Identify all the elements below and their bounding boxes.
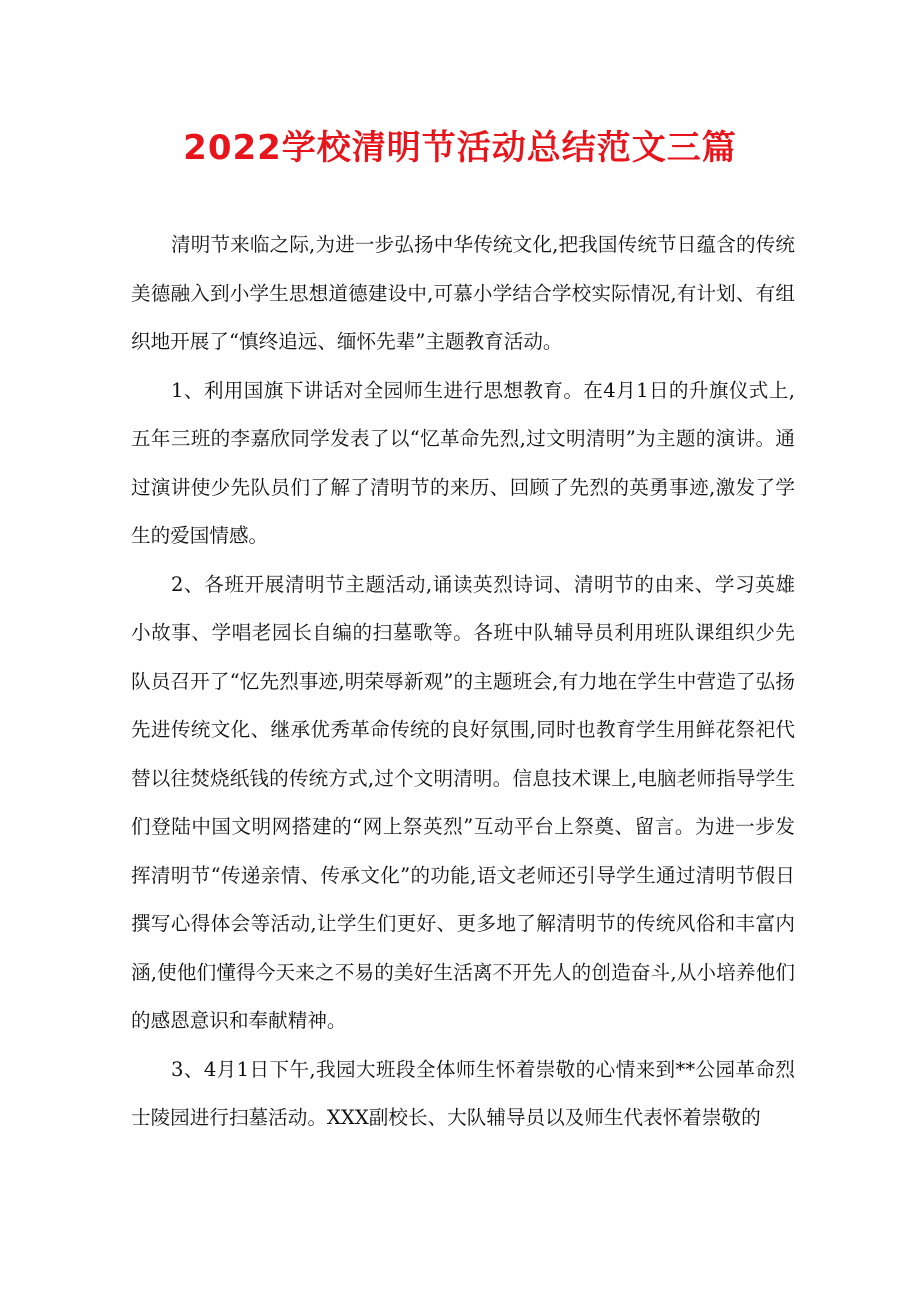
document-body bbox=[131, 221, 795, 1143]
document-title: 2022学校清明节活动总结范文三篇 bbox=[183, 128, 737, 168]
paragraph-item-1: 1、利用国旗下讲话对全园师生进行思想教育。在4月1日的升旗仪式上,五年三班的李嘉欣同学发表了以“忆革命先烈,过文明清明”为主题的演讲。通过演讲使少先队员们了解了清明节的来历、回顾了先烈的英勇事迹,激发了学生的爱国情感。 bbox=[131, 378, 795, 547]
paragraph-intro: 清明节来临之际,为进一步弘扬中华传统文化,把我国传统节日蕴含的传统美德融入到小学生思想道德建设中,可慕小学结合学校实际情况,有计划、有组织地开展了“慎终追远、缅怀先辈”主题教育活动。 bbox=[131, 233, 795, 353]
paragraph-item-2: 2、各班开展清明节主题活动,诵读英烈诗词、清明节的由来、学习英雄小故事、学唱老园长自编的扫墓歌等。各班中队辅导员利用班队课组织少先队员召开了“忆先烈事迹,明荣辱新观”的主题班会,有力地在学生中营造了弘扬先进传统文化、继承优秀革命传统的良好氛围,同时也教育学生用鲜花祭祀代替以往焚烧纸钱的传统方式,过个文明清明。信息技术课上,电脑老师指导学生们登陆中国文明网搭建的“网上祭英烈”互动平台上祭奠、留言。为进一步发挥清明节“传递亲情、传承文化”的功能,语文老师还引导学生通过清明节假日撰写心得体会等活动,让学生们更好、更多地了解清明节的传统风俗和丰富内涵,使他们懂得今天来之不易的美好生活离不开先人的创造奋斗,从小培养他们的感恩意识和奉献精神。 bbox=[131, 572, 795, 1032]
paragraph-item-3: 3、4月1日下午,我园大班段全体师生怀着崇敬的心情来到**公园革命烈士陵园进行扫墓活动。XXX副校长、大队辅导员以及师生代表怀着崇敬的 bbox=[131, 1057, 795, 1129]
